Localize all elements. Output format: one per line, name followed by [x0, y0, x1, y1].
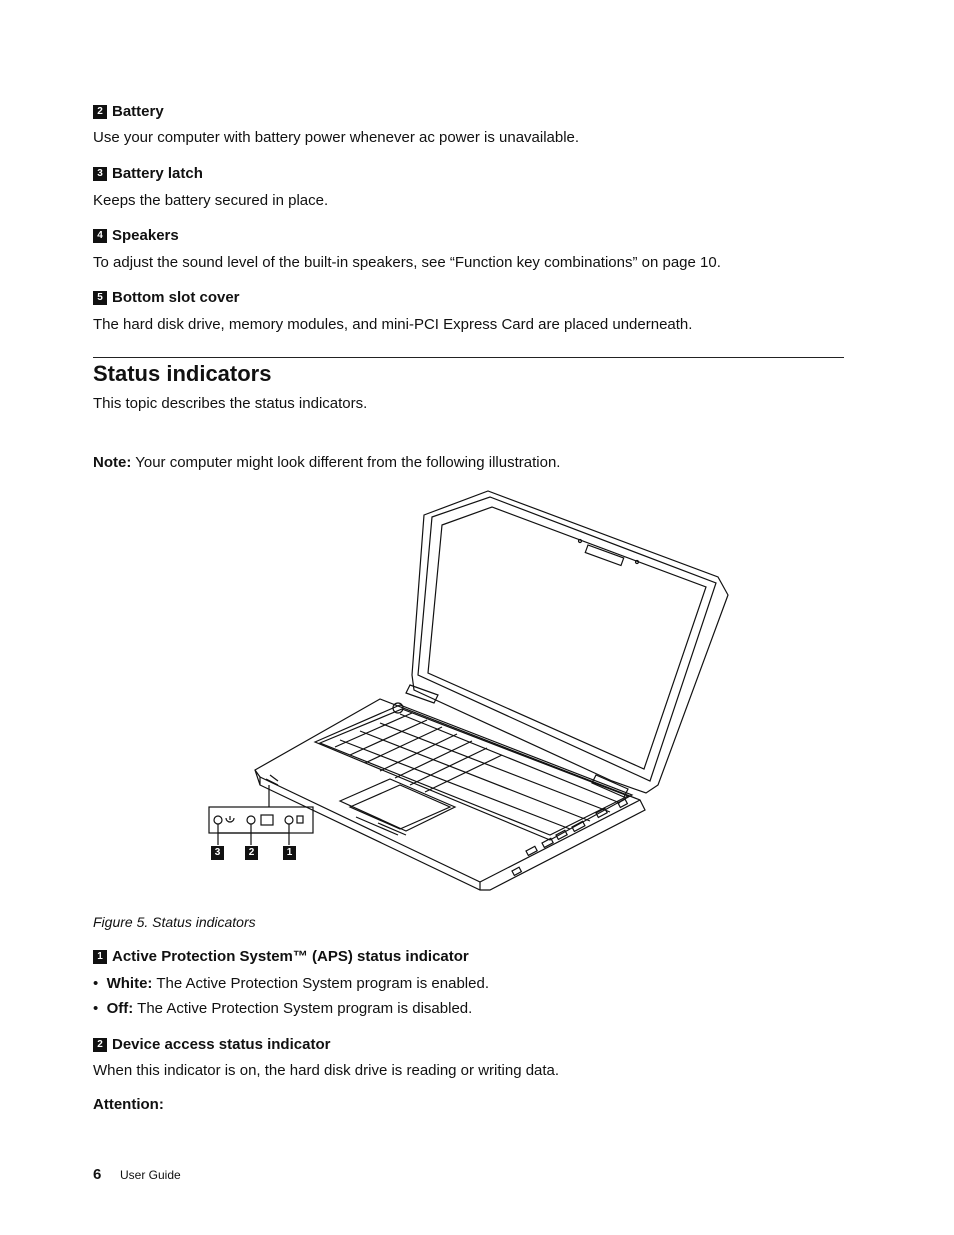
- section-divider: [93, 357, 844, 358]
- section-text-battery: Use your computer with battery power whenever ac power is unavailable.: [93, 129, 580, 146]
- bullet-item: [93, 1000, 472, 1017]
- section-heading-bottom-slot-cover: [93, 289, 240, 306]
- heading-text: Device access status indicator: [112, 1036, 331, 1053]
- callout-label-3: 3: [214, 847, 221, 858]
- section-heading-battery-latch: [93, 165, 203, 182]
- heading-text: Active Protection System™ (APS) status indicator: [112, 948, 469, 965]
- callout-number: 3: [93, 167, 107, 181]
- footer-title: User Guide: [120, 1168, 181, 1182]
- figure-caption: Figure 5. Status indicators: [93, 914, 256, 930]
- heading-text: Battery: [112, 103, 164, 120]
- section-text-bottom-slot-cover: The hard disk drive, memory modules, and mini-PCI Express Card are placed underneath.: [93, 316, 693, 333]
- bullet-text: The Active Protection System program is enabled.: [156, 975, 489, 992]
- heading-text: Speakers: [112, 227, 179, 244]
- intro-text: This topic describes the status indicators.: [93, 395, 368, 412]
- section-heading-battery: [93, 103, 164, 120]
- callout-number: 1: [93, 950, 107, 964]
- attention-label: Attention:: [93, 1096, 164, 1113]
- bullet-label: Off:: [106, 1000, 134, 1017]
- bullet-dot: •: [93, 975, 107, 992]
- callout-label-1: 1: [286, 847, 293, 858]
- section-text-speakers: To adjust the sound level of the built-in speakers, see “Function key combinations” on page 10.: [93, 254, 721, 271]
- section-heading-aps: [93, 948, 469, 965]
- bullet-item: [93, 975, 489, 992]
- note: [93, 454, 560, 471]
- page-number: 6: [93, 1166, 102, 1183]
- callout-number: 2: [93, 105, 107, 119]
- heading-text: Battery latch: [112, 165, 203, 182]
- section-text-battery-latch: Keeps the battery secured in place.: [93, 192, 329, 209]
- bullet-dot: •: [93, 1000, 107, 1017]
- note-text: Your computer might look different from the following illustration.: [135, 454, 561, 471]
- note-label: Note:: [93, 454, 132, 471]
- callout-number: 5: [93, 291, 107, 305]
- section-heading-speakers: [93, 227, 179, 244]
- laptop-illustration: [200, 485, 740, 900]
- device-text: When this indicator is on, the hard disk drive is reading or writing data.: [93, 1062, 560, 1079]
- callout-number: 4: [93, 229, 107, 243]
- page-title: Status indicators: [93, 361, 272, 386]
- callout-number: 2: [93, 1038, 107, 1052]
- bullet-label: White:: [106, 975, 153, 992]
- bullet-text: The Active Protection System program is disabled.: [137, 1000, 473, 1017]
- section-heading-device-access: [93, 1036, 330, 1053]
- heading-text: Bottom slot cover: [112, 289, 240, 306]
- callout-label-2: 2: [248, 847, 255, 858]
